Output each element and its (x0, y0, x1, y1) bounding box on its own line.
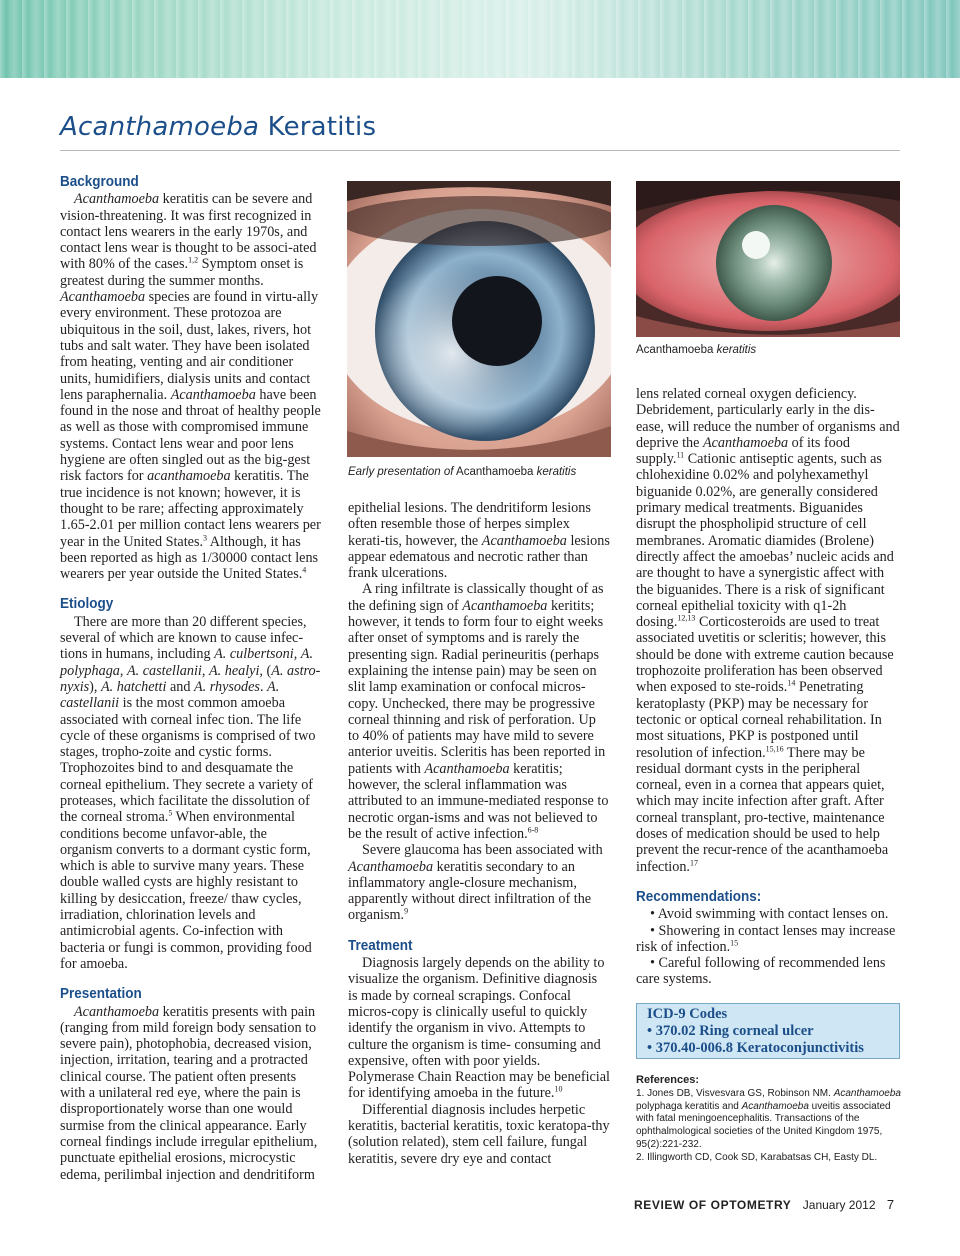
presentation-heading: Presentation (60, 985, 142, 1003)
recommendation-3: • Careful following of recommended lens care systems. (636, 955, 886, 988)
icd-title: ICD-9 Codes (647, 1006, 728, 1022)
page-number: 7 (886, 1197, 895, 1212)
icd-codes-box (636, 1003, 900, 1059)
col2-para-1: epithelial lesions. The dendritiform lesions often resemble those of herpes simplex kerati-tis, however, the Acanthamoeba lesions appear edematous and necrotic rather than frank ulcerations. (348, 500, 610, 582)
recommendation-1: • Avoid swimming with contact lenses on. (650, 906, 889, 923)
background-heading: Background (60, 173, 139, 190)
etiology-heading: Etiology (60, 595, 114, 613)
col2-para-4: Diagnosis largely depends on the ability to visualize the organism. Definitive diagnosis is made by corneal scrapings. Confocal micros-copy is clinically useful to quickly identify the organism in vivo. Attempts to culture the organism is time- consuming and expensive, often with poor yields. Polymerase Chain Reaction may be beneficial for identifying amoeba in the future.$^{10}$ (348, 955, 610, 1102)
col2-para-2: A ring infiltrate is classically thought of as the defining sign of Acanthamoeba keritits; however, it tends to form four to eight weeks after onset of symptoms and is rarely the presenting sign. Radial perineuritis (perhaps explaining the intense pain) may be seen on slit lamp examination or confocal micros-copy. Unchecked, there may be progressive corneal thinning and risk of perforation. Up to 40% of patients may have mild to severe anterior uveitis. Scleritis has been reported in patients with Acanthamoeba keratitis; however, the scleral inflammation was attributed to an immune-mediated response to necrotic organ-isms and was not believed to be the result of active infection.$^{6-8}$ (348, 581, 609, 842)
header-banner (0, 0, 960, 78)
col2-para-5: Differential diagnosis includes herpetic keratitis, bacterial keratitis, toxic keratopa-thy (solution related), stem cell failure, fungal keratitis, severe dry eye and contact (348, 1101, 610, 1167)
title-rule (60, 150, 900, 151)
icd-code-1: • 370.02 Ring corneal ulcer (647, 1023, 814, 1039)
col2-para-3: Severe glaucoma has been associated with Acanthamoeba keratitis secondary to an inflammatory angle-closure mechanism, apparently without direct infiltration of the organism.$^9$ (348, 842, 603, 924)
magazine-name: REVIEW OF OPTOMETRY (634, 1198, 792, 1212)
recommendations-heading: Recommendations: (636, 887, 762, 905)
eye-photo-early (347, 181, 611, 457)
page-footer (634, 1197, 894, 1212)
etiology-text: There are more than 20 different species, several of which are known to cause infec-tions in humans, including A. culbertsoni, A. polyphaga, A. castellanii, A. healyi, (A. astro-nyxis), A. hatchetti and A. rhysodes. A. castellanii is the most common amoeba associated with corneal infec tion. The life cycle of these organisms is comprised of two stages, tropho-zoite and cystic forms. Trophozoites bind to and desquamate the corneal epithelium. They secrete a variety of proteases, which facilitate the dissolution of the corneal stroma.$^5$ When environmental conditions become unfavor-able, the organism converts to a dormant cystic form, which is able to survive many years. These double walled cysts are highly resistant to killing by desiccation, freeze/ thaw cycles, irradiation, chlorination levels and antimicrobial agents. Co-infection with bacteria or fungi is common, providing food for amoeba. (60, 613, 321, 972)
recommendation-2: • Showering in contact lenses may increase risk of infection.$^{15}$ (636, 922, 896, 955)
col3-para-1: lens related corneal oxygen deficiency. Debridement, particularly early in the dis-ease, will reduce the number of organisms and deprive the Acanthamoeba of its food supply.$^{11}$ Cationic antiseptic agents, such as chlohexidine 0.02% and polyhexamethyl biguanide 0.02%, are generally considered primary medical treatments. Biguanides disrupt the phospholipid structure of cell membranes. Aromatic diamides (Brolene) directly affect the amoebas’ nucleic acids and are thought to have a synergistic affect with the biguanides. There is a risk of significant corneal epithelial toxicity with q1-2h dosing.$^{12,13}$ Corticosteroids are used to treat associated uvetitis or scleritis; however, this should be done with extreme caution because trophozoite proliferation has been observed when exposed to ste-roids.$^{14}$ Penetrating keratoplasty (PKP) may be necessary for tectonic or optical corneal rehabilitation. In most situations, PKP is postponed until resolution of infection.$^{15,16}$ There may be residual dormant cysts in the peripheral corneal, even in a cornea that appears quiet, which may incite infection after graft. After corneal transplant, pro-tective, maintenance doses of medication should be used to help prevent the recur-rence of the acanthamoeba infection.$^{17}$ (636, 386, 900, 875)
presentation-text: Acanthamoeba keratitis presents with pain (ranging from mild foreign body sensation to severe pain), photophobia, decreased vision, injection, irritation, tearing and a protracted clinical course. The patient often presents with a unilateral red eye, where the pain is disproportionately worse than one would surmise from the clinical appearance. Early corneal findings include irregular epithelium, punctuate epithelial erosions, microcystic edema, perilimbal injection and dendritiform (60, 1003, 318, 1183)
issue-date: January 2012 (802, 1198, 876, 1212)
column-3 (636, 386, 900, 988)
page-title: Acanthamoeba Keratitis (60, 112, 377, 142)
background-text: Acanthamoeba keratitis can be severe and vision-threatening. It was first recognized in contact lens wearers in the early 1970s, and contact lens wear is thought to be associ-ated with 80% of the cases.$^{1,2}$ Symptom onset is greatest during the summer months. Acanthamoeba species are found in virtu-ally every environment. These protozoa are ubiquitous in the soil, dust, lakes, rivers, hot tubs and salt water. They have been isolated from heating, venting and air conditioner units, humidifiers, dialysis units and contact lens paraphernalia. Acanthamoeba have been found in the nose and throat of healthy people as well as those with compromised immune systems. Contact lens wear and poor lens hygiene are often singled out as the big-gest risk factors for acanthamoeba keratitis. The true incidence is not known; however, it is thought to be rare; affecting approximately 1.65-2.01 per million contact lens wearers per year in the United States.$^3$ Although, it has been reported as high as 1/30000 contact lens wearers per year outside the United States.$^4$ (60, 191, 321, 583)
photo-caption-keratitis: Acanthamoeba keratitis (636, 344, 757, 356)
eye-photo-keratitis (636, 181, 900, 337)
reference-1: 1. Jones DB, Visvesvara GS, Robinson NM. Acanthamoeba polyphaga keratitis and Acanthamoeba uveitis associated with fatal meningoencephalitis. Transactions of the ophthalmological societies of the United Kingdom 1975, 95(2):221-232. (636, 1087, 901, 1150)
references-heading: References: (636, 1074, 699, 1086)
column-1 (60, 174, 322, 1183)
references (636, 1074, 906, 1165)
column-2 (348, 500, 610, 1167)
treatment-heading: Treatment (348, 936, 413, 954)
photo-caption-early: Early presentation of Acanthamoeba keratitis (348, 466, 577, 478)
reference-2: 2. Illingworth CD, Cook SD, Karabatsas CH, Easty DL. (636, 1151, 878, 1163)
icd-code-2: • 370.40-006.8 Keratoconjunctivitis (647, 1040, 864, 1056)
